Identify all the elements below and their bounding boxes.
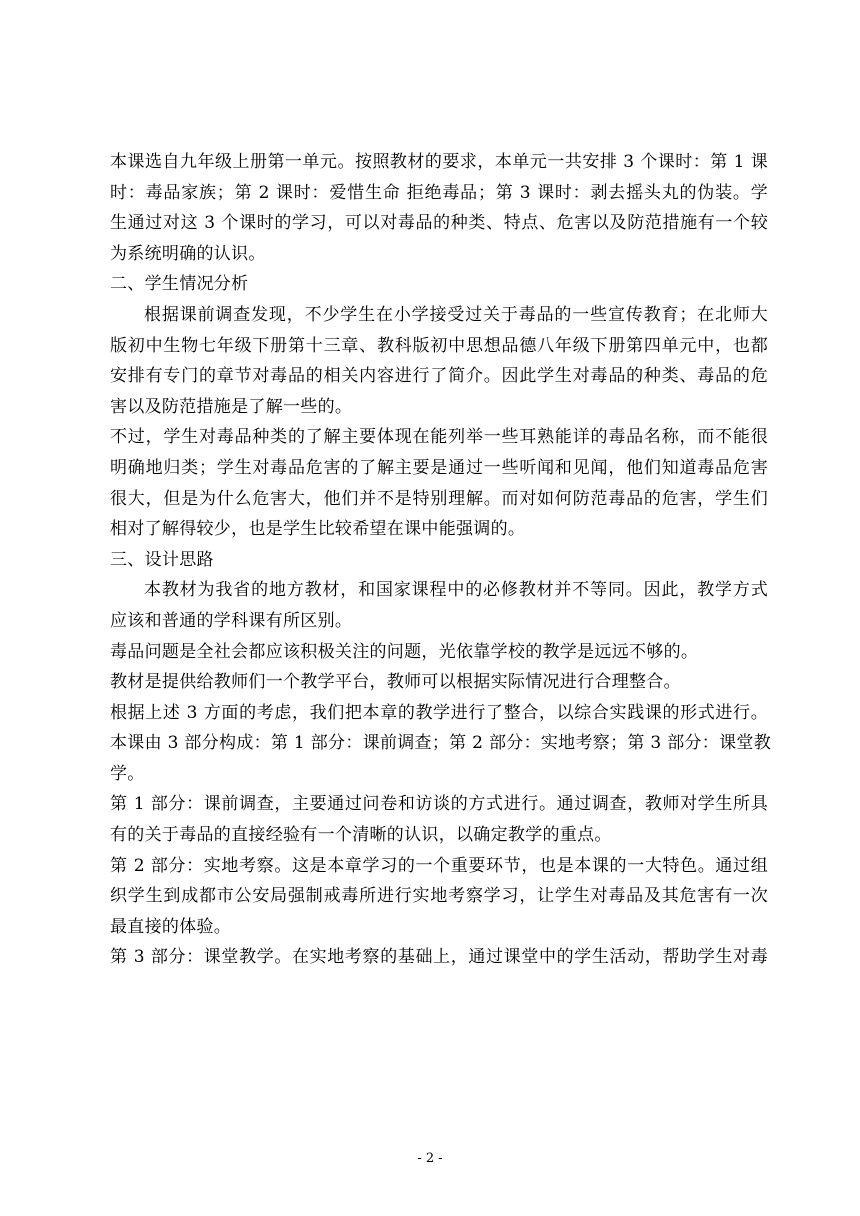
text-line: 毒品问题是全社会都应该积极关注的问题，光依靠学校的教学是远远不够的。: [110, 641, 699, 662]
text-line: 生通过对这 3 个课时的学习，可以对毒品的种类、特点、危害以及防范措施有一个较: [110, 213, 768, 234]
text-line: 害以及防范措施是了解一些的。: [110, 396, 353, 417]
text-line: 学。: [110, 763, 145, 784]
text-line: 本课由 3 部分构成：第 1 部分：课前调查；第 2 部分：实地考察；第 3 部分：课堂教: [110, 733, 771, 754]
text-line: 最直接的体验。: [110, 916, 232, 937]
text-line: 有的关于毒品的直接经验有一个清晰的认识，以确定教学的重点。: [110, 825, 612, 846]
text-line: 本课选自九年级上册第一单元。按照教材的要求，本单元一共安排 3 个课时：第 1 课: [110, 152, 768, 172]
text-line: 为系统明确的认识。: [110, 243, 266, 264]
text-line: 三、设计思路: [110, 549, 214, 570]
text-line: 根据上述 3 方面的考虑，我们把本章的教学进行了整合，以综合实践课的形式进行。: [110, 702, 768, 723]
text-line: 根据课前调查发现，不少学生在小学接受过关于毒品的一些宣传教育；在北师大: [144, 304, 768, 325]
text-line: 应该和普通的学科课有所区别。: [110, 610, 353, 631]
text-line: 第 3 部分：课堂教学。在实地考察的基础上，通过课堂中的学生活动，帮助学生对毒: [110, 947, 768, 968]
text-line: 很大，但是为什么危害大，他们并不是特别理解。而对如何防范毒品的危害，学生们: [110, 488, 768, 509]
text-line: 教材是提供给教师们一个教学平台，教师可以根据实际情况进行合理整合。: [110, 672, 681, 693]
text-line: 安排有专门的章节对毒品的相关内容进行了简介。因此学生对毒品的种类、毒品的危: [110, 366, 768, 387]
page-number: - 2 -: [417, 1151, 443, 1166]
text-line: 相对了解得较少，也是学生比较希望在课中能强调的。: [110, 519, 526, 540]
text-line: 明确地归类；学生对毒品危害的了解主要是通过一些听闻和见闻，他们知道毒品危害: [110, 457, 768, 478]
text-line: 本教材为我省的地方教材，和国家课程中的必修教材并不等同。因此，教学方式: [144, 580, 768, 601]
text-line: 时：毒品家族；第 2 课时：爱惜生命 拒绝毒品；第 3 课时：剥去摇头丸的伪装。学: [110, 182, 768, 203]
text-line: 织学生到成都市公安局强制戒毒所进行实地考察学习，让学生对毒品及其危害有一次: [110, 886, 768, 907]
text-line: 第 1 部分：课前调查，主要通过问卷和访谈的方式进行。通过调查，教师对学生所具: [110, 794, 768, 815]
text-line: 第 2 部分：实地考察。这是本章学习的一个重要环节，也是本课的一大特色。通过组: [110, 855, 768, 876]
text-line: 不过，学生对毒品种类的了解主要体现在能列举一些耳熟能详的毒品名称，而不能很: [110, 427, 768, 448]
body-text: [110, 147, 771, 973]
text-line: 版初中生物七年级下册第十三章、教科版初中思想品德八年级下册第四单元中，也都: [110, 335, 768, 356]
text-line: 二、学生情况分析: [110, 274, 249, 295]
